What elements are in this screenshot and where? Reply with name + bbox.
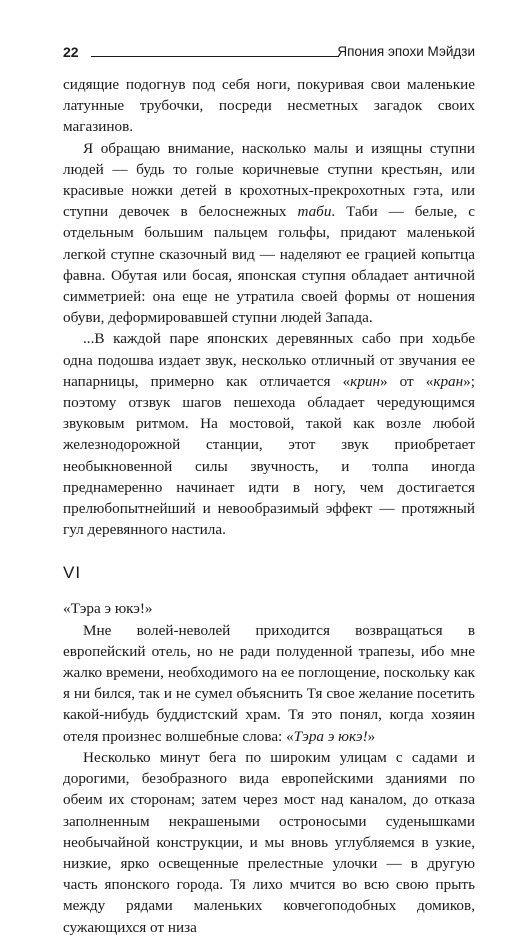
section-epigraph: «Тэра э юкэ!»: [63, 600, 153, 618]
italic-term: кран: [433, 372, 464, 390]
paragraph: Я обращаю внимание, насколько малы и изящны ступни людей — будь то голые коричневые ступни крестьян, или красивые ножки детей в крохотных-прекрохотных гэта, или ступни девочек в белоснежных таби. Таби — белые, с отдельным большим пальцем гольфы, придают маленькой легкой ступне сказочный вид — наделяют ее грацией копытца фавна. Обутая или босая, японская ступня обладает античной симметрией: она еще не утратила своей формы от ношения обуви, деформировавшей ступни людей Запада.: [63, 139, 475, 327]
running-title: Япония эпохи Мэйдзи: [337, 44, 475, 59]
section-number: VI: [63, 563, 82, 583]
italic-phrase: Тэра э юкэ!: [293, 727, 368, 745]
italic-term: таби: [297, 203, 332, 221]
header-rule: [91, 56, 339, 57]
italic-term: крин: [350, 372, 380, 390]
paragraph: сидящие подогнув под себя ноги, покуривая свои маленькие латунные трубочки, посреди несметных загадок своих магазинов.: [63, 76, 475, 136]
page-body: [63, 74, 475, 938]
page-header: [63, 42, 475, 62]
paragraph: ...В каждой паре японских деревянных сабо при ходьбе одна подошва издает звук, несколько отличный от звучания ее напарницы, примерно как отличается «крин» от «кран»; поэтому отзвук шагов пешехода обладает чередующимся звуковым ритмом. На мостовой, такой как возле любой железнодорожной станции, этот звук приобретает необыкновенной силы звучность, и толпа иногда преднамеренно начинает идти в ногу, чем достигается прелюбопытнейший и невообразимый эффект — протяжный гул деревянного настила.: [63, 330, 475, 539]
paragraph: Несколько минут бега по широким улицам с садами и дорогими, безобразного вида европейскими зданиями по обеим их сторонам; затем через мост над каналом, до отказа заполненным некрашеными остроносыми суденышками необычайной конструкции, и мы вновь углубляемся в узкие, низкие, ярко освещенные прелестные улочки — в другую часть японского города. Тя лихо мчится во всю свою прыть между рядами маленьких ковчегоподобных домиков, сужающихся от низа: [63, 748, 475, 936]
paragraph: Мне волей-неволей приходится возвращаться в европейский отель, но не ради полуденной трапезы, ибо мне жалко времени, необходимого на ее поглощение, поскольку как я ни бился, так и не сумел объяснить Тя свое желание посетить какой-нибудь буддистский храм. Тя это понял, когда хозяин отеля произнес волшебные слова: «Тэра э юкэ!»: [63, 621, 475, 745]
page-number: 22: [63, 44, 79, 60]
